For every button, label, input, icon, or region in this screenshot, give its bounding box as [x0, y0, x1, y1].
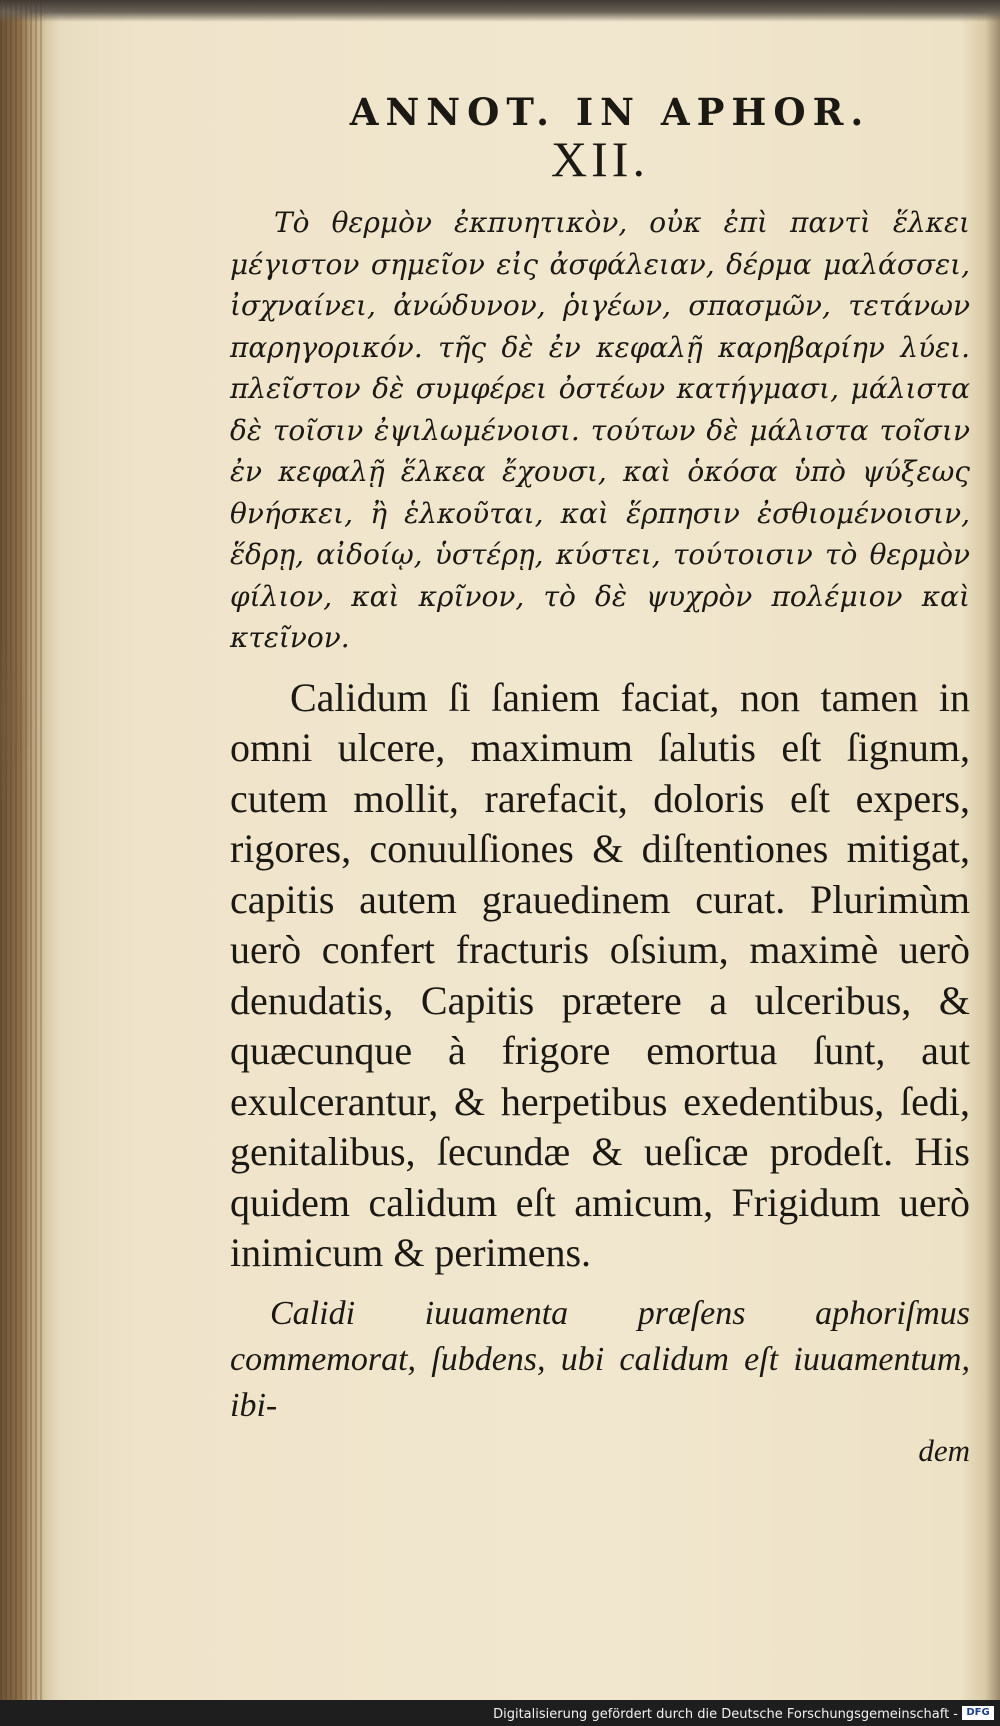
greek-aphorism: Τὸ θερμὸν ἐκπυητικὸν, οὐκ ἐπὶ παντὶ ἕλκει μέγιστον σημεῖον εἰς ἀσφάλειαν, δέρμα μαλάσσει, ἰσχναίνει, ἀνώδυνον, ῥιγέων, σπασμῶν, τετάνων παρηγορικόν. τῆς δὲ ἐν κεφαλῇ καρηβαρίην λύει. πλεῖστον δὲ συμφέρει ὀστέων κατήγμασι, μάλιστα δὲ τοῖσιν ἐψιλωμένοισι. τούτων δὲ μάλιστα τοῖσιν ἐν κεφαλῇ ἕλκεα ἔχουσι, καὶ ὁκόσα ὑπὸ ψύξεως θνήσκει, ἢ ἑλκοῦται, καὶ ἕρπησιν ἐσθιομένοισιν, ἕδρῃ, αἰδοίῳ, ὑστέρῃ, κύστει, τούτοισιν τὸ θερμὸν φίλιον, καὶ κρῖνον, τὸ δὲ ψυχρὸν πολέμιον καὶ κτεῖνον.: [230, 206, 970, 654]
latin-translation: Calidum ſi ſaniem faciat, non tamen in omni ulcere, maximum ſalutis eſt ſignum, cutem mollit, rarefacit, doloris eſt expers, rigores, conuulſiones & diſtentiones mitigat, capitis autem grauedinem curat. Plurimùm uerò confert fracturis oſsium, maximè uerò denudatis, Capitis prætere a ulceribus, & quæcunque à frigore emortua ſunt, aut exulcerantur, & herpetibus exedentibus, ſedi, genitalibus, ſecundæ & ueſicæ prodeſt. His quidem calidum eſt amicum, Frigidum uerò inimicum & perimens.: [230, 674, 970, 1275]
running-head: ANNOT. IN APHOR.: [349, 90, 871, 134]
text-block: [230, 90, 970, 1469]
page-clip-mark: [0, 640, 34, 800]
catchword: dem: [918, 1432, 970, 1468]
top-edge-shadow: [0, 0, 1000, 22]
digitization-credit: Digitalisierung gefördert durch die Deutsche Forschungsgemeinschaft -: [493, 1707, 958, 1722]
commentary: Calidi iuuamenta præſens aphoriſmus commemorat, ſubdens, ubi calidum eſt iuuamentum, ibi-: [230, 1294, 970, 1424]
section-number: XII.: [551, 131, 649, 187]
book-spine-edge: [0, 0, 44, 1726]
dfg-logo: DFG: [962, 1706, 994, 1720]
